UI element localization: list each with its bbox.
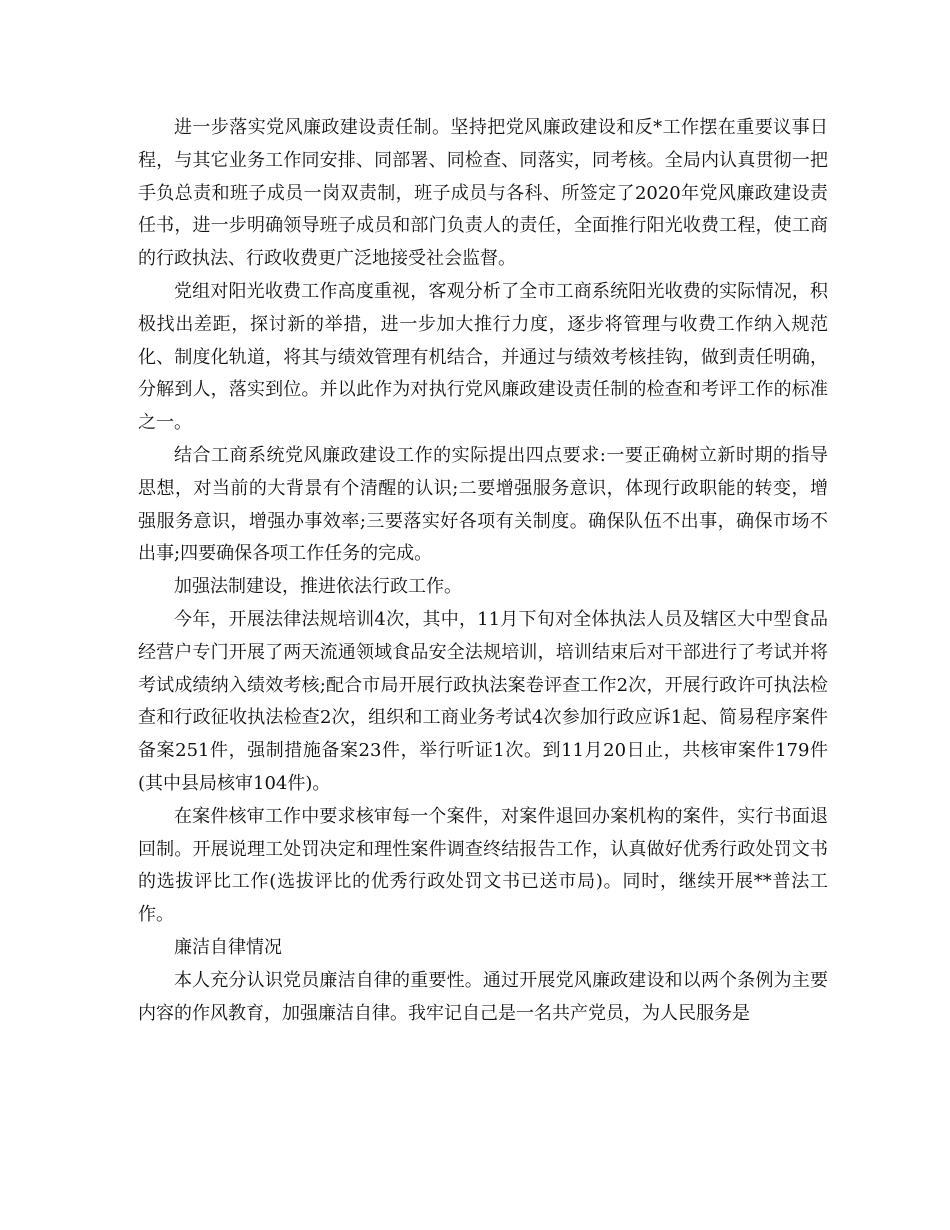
paragraph-legal-training: 今年，开展法律法规培训4次，其中，11月下旬对全体执法人员及辖区大中型食品经营户专门开展了两天流通领域食品安全法规培训，培训结束后对干部进行了考试并将考试成绩纳入绩效考核;配合市局开展行政执法案卷评查工作2次，开展行政许可执法检查和行政征收执法检查2次，组织和工商业务考试4次参加行政应诉1起、简易程序案件备案251件，强制措施备案23件，举行听证1次。到11月20日止，共核审案件179件(其中县局核审104件)。	[138, 608, 828, 794]
paragraph-self-discipline: 本人充分认识党员廉洁自律的重要性。通过开展党风廉政建设和以两个条例为主要内容的作风教育，加强廉洁自律。我牢记自己是一名共产党员，为人民服务是	[138, 969, 828, 1024]
paragraph-sunshine-fees: 党组对阳光收费工作高度重视，客观分析了全市工商系统阳光收费的实际情况，积极找出差距，探讨新的举措，进一步加大推行力度，逐步将管理与收费工作纳入规范化、制度化轨道，将其与绩效管理有机结合，并通过与绩效考核挂钩，做到责任明确，分解到人，落实到位。并以此作为对执行党风廉政建设责任制的检查和考评工作的标准之一。	[138, 280, 828, 434]
document-page	[138, 112, 828, 1030]
section-heading-legal-construction: 加强法制建设，推进依法行政工作。	[174, 576, 462, 598]
paragraph-responsibility-system: 进一步落实党风廉政建设责任制。坚持把党风廉政建设和反*工作摆在重要议事日程，与其它业务工作同安排、同部署、同检查、同落实，同考核。全局内认真贯彻一把手负总责和班子成员一岗双责制，班子成员与各科、所签定了2020年党风廉政建设责任书，进一步明确领导班子成员和部门负责人的责任，全面推行阳光收费工程，使工商的行政执法、行政收费更广泛地接受社会监督。	[138, 117, 828, 270]
section-heading-integrity: 廉洁自律情况	[174, 936, 282, 958]
paragraph-four-requirements: 结合工商系统党风廉政建设工作的实际提出四点要求:一要正确树立新时期的指导思想，对当前的大背景有个清醒的认识;二要增强服务意识，体现行政职能的转变，增强服务意识，增强办事效率;三要落实好各项有关制度。确保队伍不出事，确保市场不出事;四要确保各项工作任务的完成。	[138, 444, 828, 565]
paragraph-case-review: 在案件核审工作中要求核审每一个案件，对案件退回办案机构的案件，实行书面退回制。开展说理工处罚决定和理性案件调查终结报告工作，认真做好优秀行政处罚文书的选拔评比工作(选拔评比的优秀行政处罚文书已送市局)。同时，继续开展**普法工作。	[138, 805, 828, 926]
